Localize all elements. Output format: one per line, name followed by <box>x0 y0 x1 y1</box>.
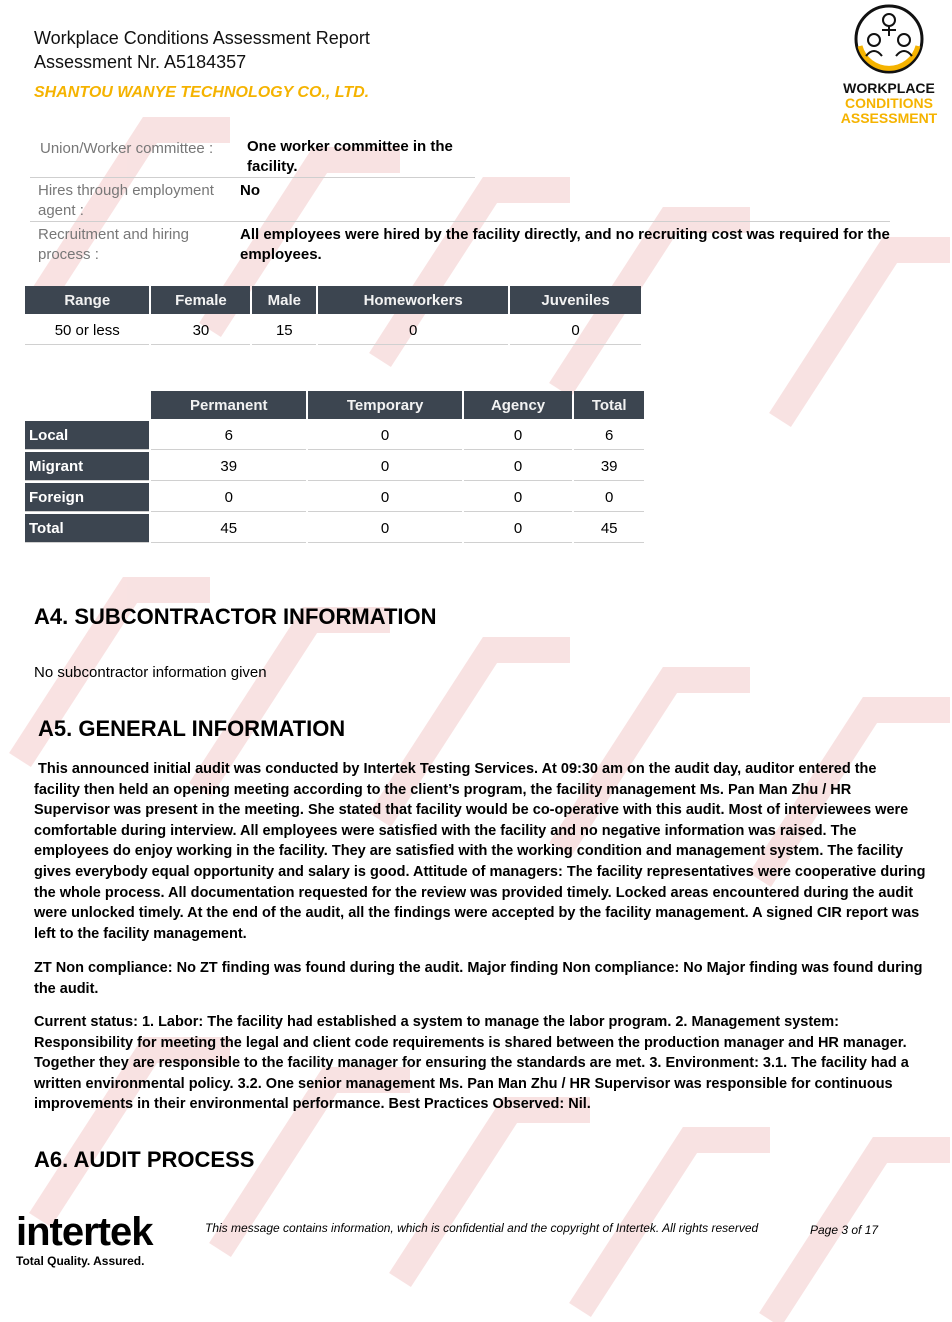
col-header: Permanent <box>151 391 306 419</box>
a5-paragraph-2: ZT Non compliance: No ZT finding was found during the audit. Major finding Non compliance: No Major finding was found during the audit. <box>34 960 923 997</box>
divider <box>30 177 475 178</box>
section-a4-text: No subcontractor information given <box>34 664 267 681</box>
table-cell: 15 <box>252 316 316 345</box>
table-cell: 6 <box>574 421 644 450</box>
table-cell: 0 <box>574 483 644 512</box>
union-label: Union/Worker committee : <box>40 140 214 157</box>
intertek-logo <box>16 1210 153 1268</box>
table-cell: 6 <box>151 421 306 450</box>
table-row <box>25 452 644 481</box>
table-row <box>25 421 644 450</box>
row-header: Foreign <box>25 483 149 512</box>
table-cell: 0 <box>464 514 573 543</box>
table-cell: 0 <box>464 452 573 481</box>
row-header: Migrant <box>25 452 149 481</box>
table-cell: 0 <box>308 514 461 543</box>
report-title: Workplace Conditions Assessment Report <box>34 28 370 48</box>
employment-table <box>23 389 646 545</box>
logo-line-1: WORKPLACE <box>843 80 935 96</box>
col-header: Male <box>252 286 316 314</box>
col-header: Juveniles <box>510 286 641 314</box>
workers-icon <box>852 2 926 76</box>
col-header: Agency <box>464 391 573 419</box>
row-header: Total <box>25 514 149 543</box>
table-cell: 50 or less <box>25 316 149 345</box>
table-cell: 30 <box>151 316 250 345</box>
col-header: Range <box>25 286 149 314</box>
table-cell: 0 <box>464 483 573 512</box>
table-row <box>25 483 644 512</box>
col-header: Female <box>151 286 250 314</box>
union-value: One worker committee in the facility. <box>247 138 453 175</box>
hires-value: No <box>240 182 260 199</box>
table-cell: 0 <box>318 316 508 345</box>
table-cell: 0 <box>151 483 306 512</box>
page-number: Page 3 of 17 <box>810 1223 879 1237</box>
col-header: Homeworkers <box>318 286 508 314</box>
table-cell: 0 <box>308 483 461 512</box>
table-row <box>25 316 641 345</box>
col-header: Temporary <box>308 391 461 419</box>
table-cell: 0 <box>308 452 461 481</box>
report-header <box>34 26 370 74</box>
table-row <box>25 514 644 543</box>
recruit-value: All employees were hired by the facility directly, and no recruiting cost was required for the employees. <box>240 226 890 263</box>
confidentiality-notice: This message contains information, which is confidential and the copyright of Intertek. All rights reserved <box>205 1221 759 1235</box>
col-header: Total <box>574 391 644 419</box>
brand-tagline: Total Quality. Assured. <box>16 1254 145 1268</box>
a5-paragraph-1: This announced initial audit was conducted by Intertek Testing Services. At 09:30 am on the audit day, auditor entered the facility then held an opening meeting according to the client’s program, the facility management Ms. Pan Man Zhu / HR Supervisor was present in the meeting. She stated that facility would be co-operative with this audit. Most of interviewees were comfortable during interview. All employees were satisfied with the facility and no negative information was raised. The employees do enjoy working in the facility. They are satisfied with the working condition and management system. The facility gives everybody equal opportunity and salary is good. Attitude of managers: The facility representatives were cooperative during the whole process. All documentation requested for the review was provided timely. Locked areas encountered during the audit were unlocked timely. At the end of the audit, all the findings were accepted by the facility management. A signed CIR report was left to the facility management. <box>34 761 926 942</box>
table-cell: 0 <box>464 421 573 450</box>
hires-label: Hires through employment agent : <box>38 182 214 219</box>
a5-paragraph-3: Current status: 1. Labor: The facility had established a system to manage the labor program. 2. Management system: Responsibility for meeting the legal and client code requirements is shared between the production manager and HR manager. Together they are responsible to the facility manager for ensuring the standards are met. 3. Environment: 3.1. The facility had a written environmental policy. 3.2. One senior management Ms. Pan Man Zhu / HR Supervisor was responsible for continuous improvements in their environmental performance. Best Practices Observed: Nil. <box>34 1014 909 1113</box>
recruit-label: Recruitment and hiring process : <box>38 226 189 263</box>
divider <box>30 221 890 222</box>
logo-line-3: ASSESSMENT <box>840 110 938 126</box>
assessment-number: Assessment Nr. A5184357 <box>34 52 247 72</box>
company-name: SHANTOU WANYE TECHNOLOGY CO., LTD. <box>34 84 370 101</box>
section-a4-title: A4. SUBCONTRACTOR INFORMATION <box>34 604 437 629</box>
table-cell: 45 <box>151 514 306 543</box>
table-cell: 0 <box>510 316 641 345</box>
range-table <box>23 284 643 347</box>
table-cell: 39 <box>574 452 644 481</box>
brand-name: intertek <box>16 1210 153 1254</box>
empty-corner <box>25 391 149 419</box>
row-header: Local <box>25 421 149 450</box>
logo-line-2: CONDITIONS <box>845 95 933 111</box>
section-a5-title: A5. GENERAL INFORMATION <box>38 716 346 741</box>
wca-logo <box>834 2 944 126</box>
section-a6-title: A6. AUDIT PROCESS <box>34 1147 255 1172</box>
table-cell: 45 <box>574 514 644 543</box>
table-cell: 0 <box>308 421 461 450</box>
table-cell: 39 <box>151 452 306 481</box>
